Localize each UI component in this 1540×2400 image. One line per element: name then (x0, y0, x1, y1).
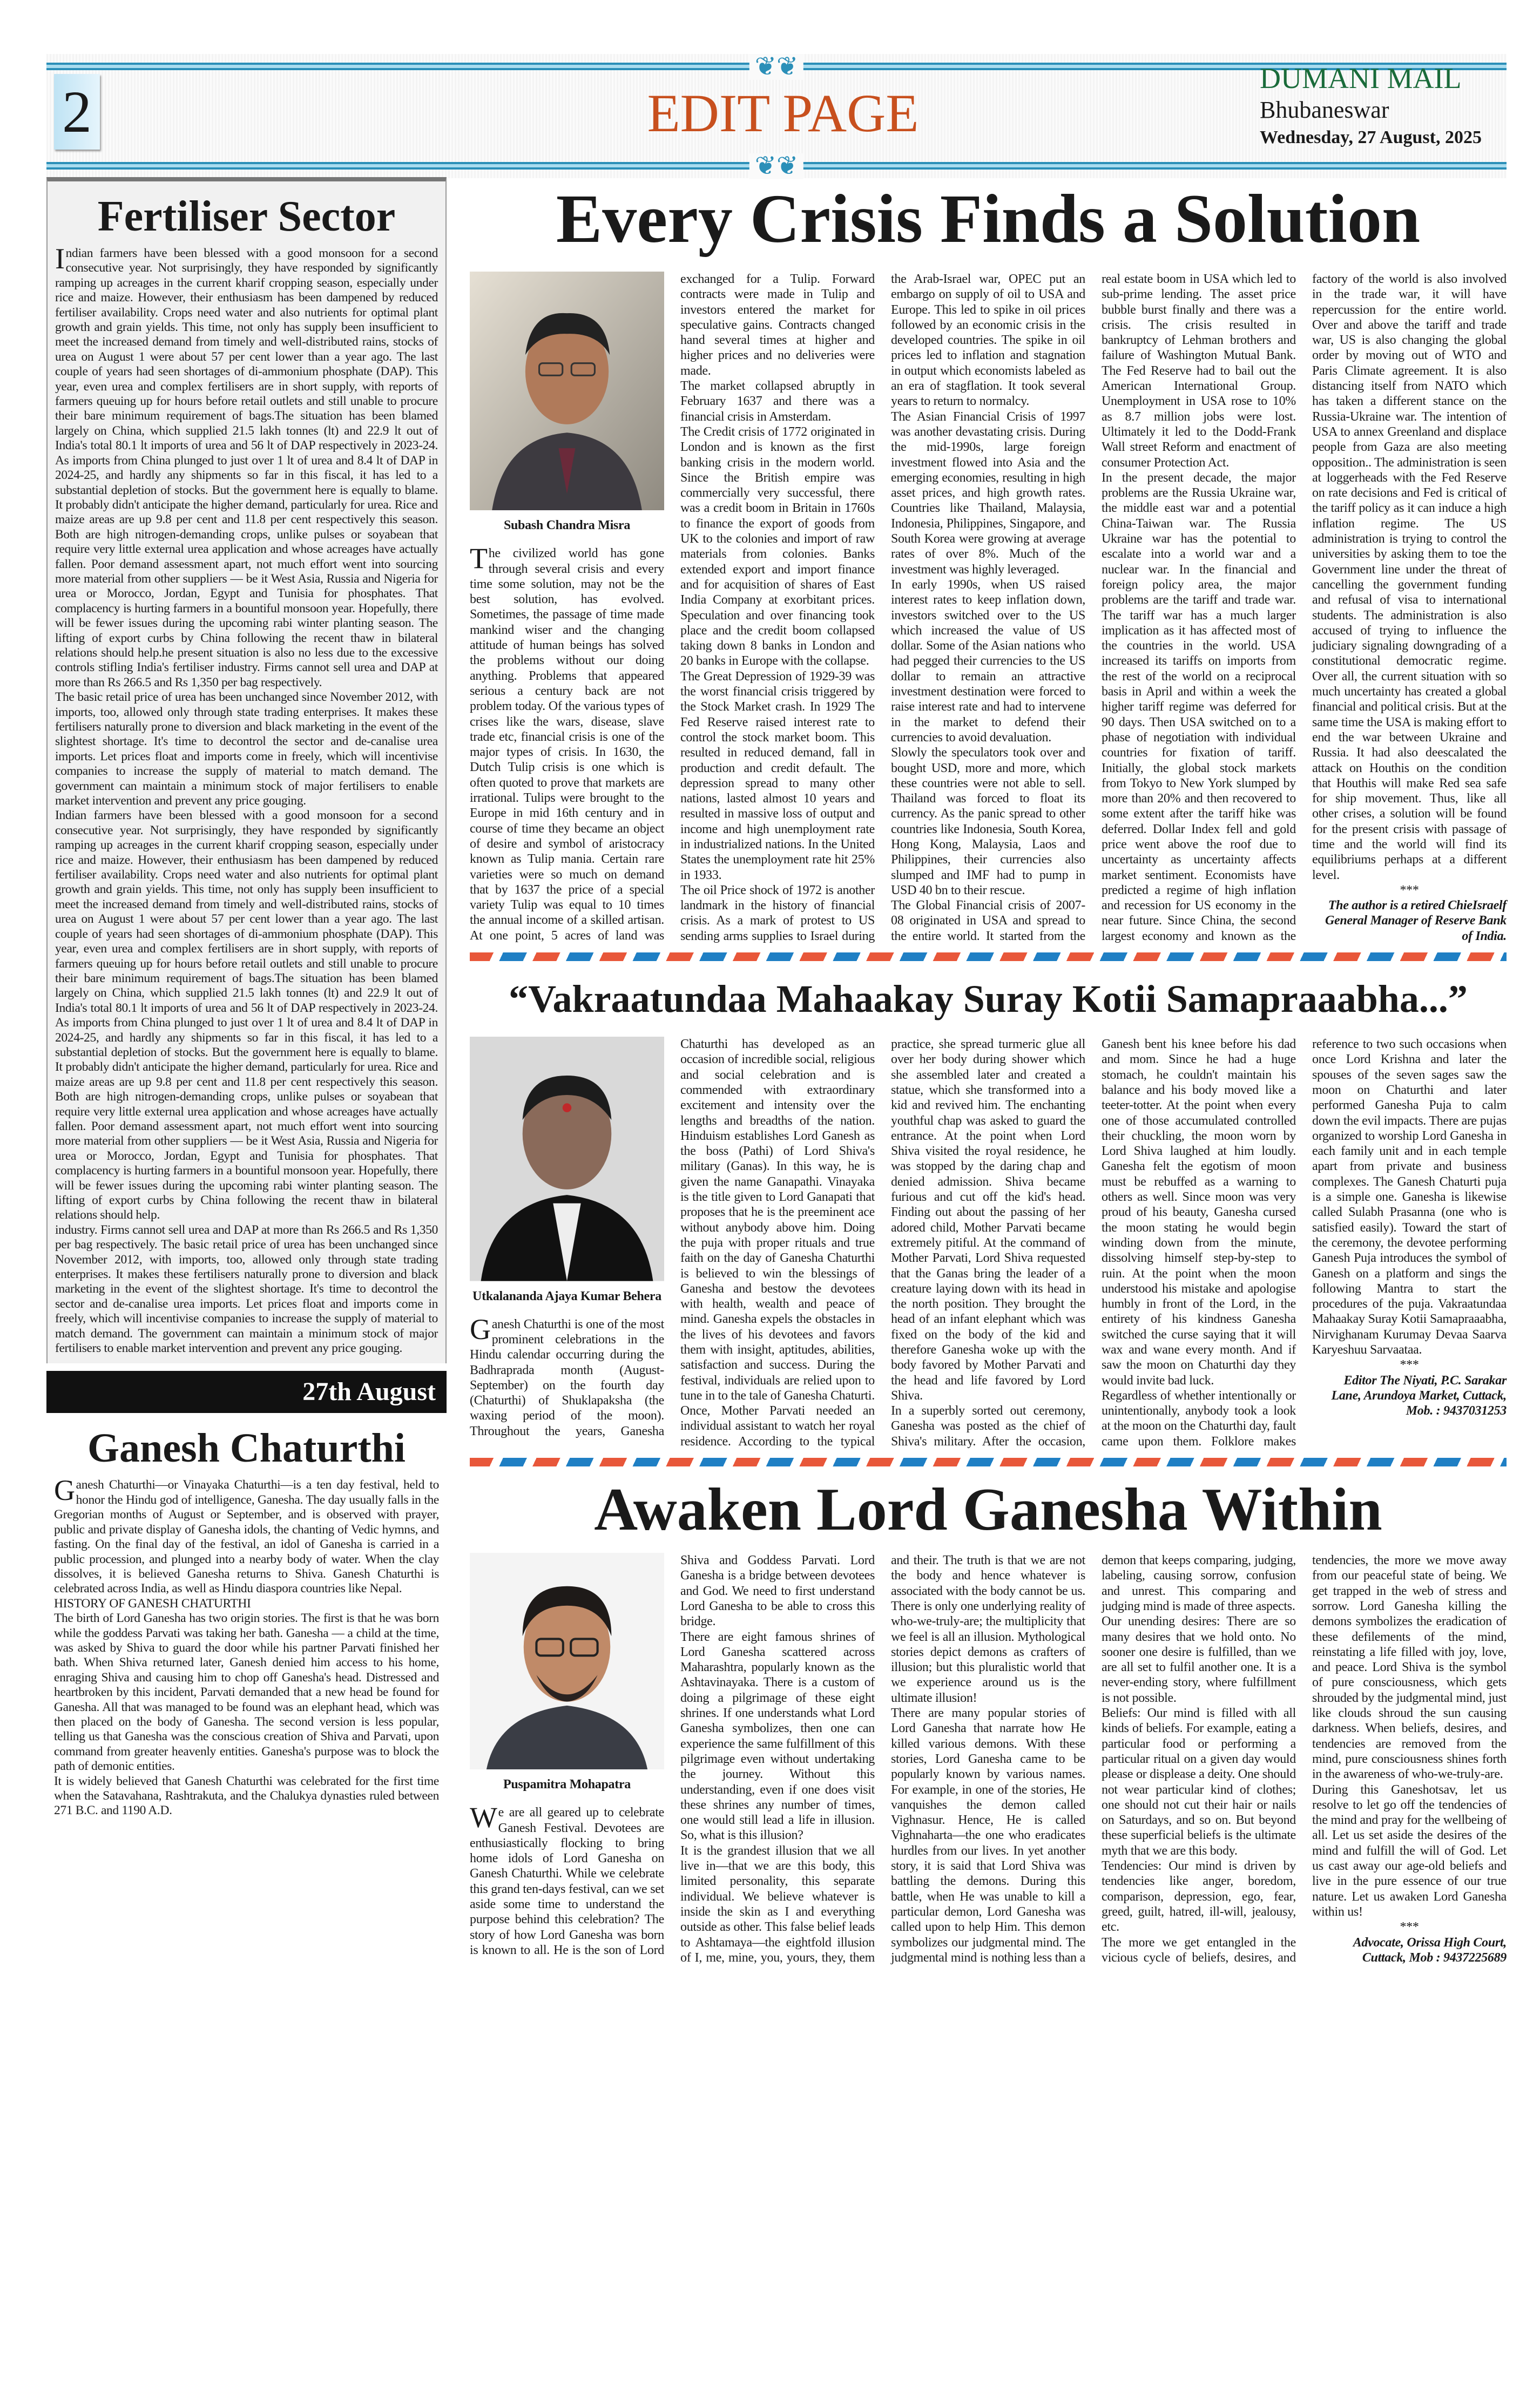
paragraph: Regardless of whether intentionally or unintentionally, anybody took a look at the moon on the Chaturthi day, fault came upon them. Folklore makes reference to two such occasions when once Lord Krishna and later the spouses of the seven sages saw the moon on Chaturthi and later performed Ganesha Puja to calm down the evil impacts. There are pujas organized to worship Lord Ganesha in each family unit and in each temple apart from private and business complexes. The Ganesh Chaturti puja is a simple one. Ganesha is likewise called Sulabh Prasanna (one who is satisfied easily). Toward the start of the ceremony, the devotee performing Ganesh Puja introduces the symbol of Ganesh on a platform and sings the following Mantra to start the procedures of the puja. Vakraatundaa Mahaakay Suray Kotii Samapraaabha, Nirvighanam Kurumay Devaa Saarva Karyeshuu Sarvaataa. (1102, 1037, 1507, 1449)
paragraph: The Credit crisis of 1772 originated in London and is known as the first banking crisis in the modern world. Since the British empire was commercially very successful, there was a credit boom in Britain in 1760s to finance the export of goods from UK to the colonies and import of raw materials from colonies. Banks extended export and import finance and for acquisition of shares of East India Company at exorbitant prices. Speculation and over financing took place and the credit boom collapsed taking down 8 banks in London and 20 banks in Europe with the collapse. (680, 424, 875, 668)
author-photo (470, 272, 664, 533)
paragraph: In a superbly sorted out ceremony, Ganesha was posted as the chief of Shiva's military. After the occasion, Ganesh bent his knee before his dad and mom. Since he had a huge stomach, he couldn't maintain his balance and his body moved like a teeter-totter. At the point when every one of those accumulated controlled their chuckling, the moon worn by Lord Shiva laughed at him loudly. Ganesha felt the egotism of moon must be rebuffed as a warning to others as well. Since moon was very proud of his beauty, Ganesha cursed the moon stating he would begin winding down from the minute, dissolving himself step-by-step to ruin. At the point when the moon understood his mistake and apologise humbly in front of the Lord, in the entirety of his kindness Ganesha switched the curse saying that it will wax and wane every month. And if saw the moon on Chaturthi day they would invite bad luck. (891, 1037, 1296, 1449)
author-byline: Puspamitra Mohapatra (503, 1777, 631, 1792)
paragraph: The civilized world has gone through several crisis and every time some solution, may not be the best solution, has evolved. Sometimes, the passage of time made mankind wiser and the changing attitude of human beings has solved the problems without our doing anything. Problems that appeared serious a century back are not problem today. Of the various types of crises like the wars, disease, slave trade etc, financial crisis is one of the major types of crisis. In 1630, the Dutch Tulip crisis is one which is often quoted to prove that markets are irrational. Tulips were brought to the Europe in mid 16th century and in course of time they became an object of desire and symbol of aristocracy known as Tulip mania. Certain rare varieties were so much on demand that by 1637 the price of a special variety Tulip was equal to 10 times the annual income of a skilled artisan. At one point, 5 acres of land was exchanged for a Tulip. Forward contracts were made in Tulip and investors entered the market for speculative gains. Contracts changed hand several times at higher and higher prices and no deliveries were made. (470, 272, 875, 943)
article-headline: Awaken Lord Ganesha Within (594, 1476, 1382, 1544)
date-banner: 27th August (46, 1371, 447, 1413)
paragraph: The Global Financial crisis of 2007-08 originated in USA and spread to the entire world. It started from the real estate boom in USA which led to sub-prime lending. The asset price bubble burst finally and there was a crisis. The crisis resulted in bankruptcy of Lehman brothers and failure of Washington Mutual Bank. The Fed Reserve had to bail out the American International Group. Unemployment in USA rose to 10% as 8.7 million jobs were lost. Ultimately it led to the Dodd-Frank Wall street Reform and enactment of consumer Protection Act. (891, 272, 1296, 943)
author-photo (470, 1037, 664, 1304)
issue-date: Wednesday, 27 August, 2025 (1260, 127, 1482, 147)
paragraph: The basic retail price of urea has been unchanged since November 2012, with imports, too, allowed only through state trading enterprises. It makes these fertilisers naturally prone to diversion and black marketing in the event of the slightest shortage. It's time to decontrol the sector and de-canalise urea imports. Let prices float and imports come in freely, which will incentivise companies to increase the supply of material to match demand. The government can maintain a minimum stock of major fertilisers to enable market intervention and prevent any price gouging. (55, 690, 438, 808)
paragraph: During this Ganeshotsav, let us resolve to let go off the tendencies of the mind and pray for the wellbeing of all. Let us set aside the desires of the mind and fulfill the will of God. Let us cast away our age-old beliefs and live in the pure essence of our true nature. Let us awaken Lord Ganesha within us! (1312, 1782, 1507, 1919)
editorial-body (48, 242, 445, 1356)
paper-brand (1260, 60, 1503, 151)
right-column (470, 172, 1507, 1965)
paragraph: Once, Mother Parvati needed an individual assistant to watch her royal residence. According to the typical practice, she spread turmeric glue all over her body during shower which she assembled later and created a statue, which she transformed into a kid and revived him. The enchanting youthful chap was asked to guard the entrance. At the point when Lord Shiva visited the royal residence, he was stopped by the daring chap and denied admission. Shiva became furious and cut off the kid's head. Finding out about the passing of her adored child, Mother Parvati became extremely pitiful. At the command of Mother Parvati, Lord Shiva requested that the Ganas bring the leader of a creature laying down with its head in the north position. They brought the head of an infant elephant which was fixed on the body of the kid and therefore Ganesha woke up with the body favored by Mother Parvati and the head and life favored by Lord Shiva. (680, 1037, 1085, 1449)
article-headline: Every Crisis Finds a Solution (556, 180, 1421, 257)
paragraph: Ganesh Chaturthi—or Vinayaka Chaturthi—is a ten day festival, held to honor the Hindu god of intelligence, Ganesha. The day usually falls in the Gregorian months of August or September, and is observed with prayer, public and private display of Ganesha idols, the chanting of Vedic hymns, and fasting. On the final day of the festival, an idol of Ganesha is carried in a public procession, and plunged into a nearby body of water. When the clay dissolves, it is believed Ganesha returns to Shiva. Ganesh Chaturthi is celebrated across India, as well as Hindu diaspora countries like Nepal. (54, 1474, 439, 1596)
section-divider (470, 1458, 1507, 1466)
paragraph: It is widely believed that Ganesh Chaturthi was celebrated for the first time when the Satavahana, Rashtrakuta, and the Chalukya dynasties ruled between 271 B.C. and 1190 A.D. (54, 1774, 439, 1818)
paragraph: Ganesh Chaturthi is one of the most prominent celebrations in the Hindu calendar occurring during the Badhraprada month (August-September) on the fourth day (Chaturthi) of Shuklapaksha (the waxing period of the moon). Throughout the years, Ganesha Chaturthi has developed as an occasion of incredible social, religious and social celebration and is commended with extraordinary excitement and intensity over the lengths and breadths of the nation. Hinduism establishes Lord Ganesh as the boss (Pathi) of Lord Shiva's military (Ganas). In this way, he is given the name Ganapathi. Vinayaka is the title given to Lord Ganapati that proposes that he is the preeminent ace without anybody above him. Doing the puja with proper rituals and true faith on the day of Ganesha Chaturthi is believed to win the blessings of Ganesha and bestow the devotees with health, wealth and peace of mind. Ganesha expels the obstacles in the lives of his devotees and favors them with insight, aptitudes, abilities, satisfaction and success. During the festival, individuals are relied upon to tune in to the tale of Ganesha Chaturti. (470, 1037, 875, 1438)
editorial-sidebar (46, 177, 447, 1363)
end-marker: *** (1400, 883, 1419, 897)
paragraph: The Great Depression of 1929-39 was the worst financial crisis triggered by the Stock Market crash. In 1929 The Fed Reserve raised interest rate to control the stock market boom. This resulted in reduced demand, fall in production and credit default. The depression spread to many other nations, lasted almost 10 years and resulted in massive loss of output and income and high unemployment rate in industrialized nations. In the United States the unemployment rate hit 25% in 1933. (680, 669, 875, 882)
paragraph: The birth of Lord Ganesha has two origin stories. The first is that he was born while the goddess Parvati was taking her bath. Ganesha — a child at the time, was asked by Shiva to guard the door while his partner Parvati finished her bath. When Shiva returned later, Ganesh denied him access to his home, enraging Shiva and causing him to chop off Ganesha's head. Distressed and heartbroken by this incident, Parvati demanded that a new head be found for Ganesha. All that was managed to be found was an elephant head, which was then placed on the body of Ganesha. The second version is less popular, telling us that Ganesha was the conscious creation of Shiva and Parvati, upon command from greater heavenly entities. Ganesha's purpose was to block the path of demonic entities. (54, 1611, 439, 1774)
ganesh-sidebar (46, 1418, 447, 1818)
paragraph: Our unending desires: There are so many desires that we hold onto. No sooner one desire is fulfilled, than we are all set to fulfil another one. It is a never-ending story, where fulfillment is not possible. (1102, 1614, 1296, 1705)
paragraph: The oil Price shock of 1972 is another landmark in the history of financial crisis. As a mark of protest to US sending arms supplies to Israel during the Arab-Israel war, OPEC put an embargo on supply of oil to USA and Europe. This led to spike in oil prices followed by an economic crisis in the developed countries. The spike in oil prices led to inflation and stagnation in output which economists labeled as an era of stagflation. It took several years to return to normalcy. (680, 272, 1085, 943)
ganesh-sidebar-body (46, 1474, 447, 1818)
author-note: Editor The Niyati, P.C. Sarakar Lane, Arundoya Market, Cuttack, Mob. : 9437031253 (1331, 1373, 1507, 1418)
section-title: EDIT PAGE (647, 83, 919, 143)
paragraph: Indian farmers have been blessed with a good monsoon for a second consecutive year. Not surprisingly, they have responded by significantly ramping up acreages in the current kharif cropping season, especially under rice and maize. However, their enthusiasm has been dampened by reduced fertiliser availability. Crops need water and also nutrients for optimal plant growth and grain yields. This time, not only has supply been insufficient to meet the increased demand from timely and well-distributed rains, stocks of urea on August 1 were about 57 per cent lower than a year ago. The last couple of years had seen shortages of di-ammonium phosphate (DAP). This year, even urea and complex fertilisers are in short supply, with reports of farmers queuing up for hours before retail outlets and still unable to procure their bare minimum requirement of bags.The situation has been blamed largely on China, which supplied 21.5 lakh tonnes (lt) and 22.9 lt out of India's total 80.1 lt imports of urea and 56 lt of DAP respectively in 2023-24. As imports from China plunged to just over 1 lt of urea and 8.4 lt of DAP in 2024-25, and hardly any shipments so far in this fiscal, it has led to a substantial depletion of stocks. But the government here is equally to blame. It probably didn't anticipate the higher demand, particularly for urea. Rice and maize areas are up 9.8 per cent and 11.8 per cent respectively this season. Both are high nitrogen-demanding crops, unlike pulses or soyabean that require very little external urea application and whose acreages have actually fallen. Poor demand assessment apart, not much effort went into sourcing more material from other suppliers — be it West Asia, Russia and Nigeria for urea or Morocco, Jordan, Egypt and Tunisia for phosphates. That complacency is hurting farmers in a bountiful monsoon year. Hopefully, there will be fewer issues during the upcoming rabi winter planting season. The lifting of export curbs by China following the recent thaw in bilateral relations should help.he present situation is also no less due to the excessive controls stifling India's fertiliser industry. Firms cannot sell urea and DAP at more than Rs 266.5 and Rs 1,350 per bag respectively. (55, 242, 438, 689)
portrait-image (470, 1553, 664, 1769)
author-byline: Utkalananda Ajaya Kumar Behera (472, 1289, 661, 1303)
paragraph: Indian farmers have been blessed with a good monsoon for a second consecutive year. Not surprisingly, they have responded by significantly ramping up acreages in the current kharif cropping season, especially under rice and maize. However, their enthusiasm has been dampened by reduced fertiliser availability. Crops need water and also nutrients for optimal plant growth and grain yields. This time, not only has supply been insufficient to meet the increased demand from timely and well-distributed rains, stocks of urea on August 1 were about 57 per cent lower than a year ago. The last couple of years had seen shortages of di-ammonium phosphate (DAP). This year, even urea and complex fertilisers are in short supply, with reports of farmers queuing up for hours before retail outlets and still unable to procure their bare minimum requirement of bags.The situation has been blamed largely on China, which supplied 21.5 lakh tonnes (lt) and 22.9 lt out of India's total 80.1 lt imports of urea and 56 lt of DAP respectively in 2023-24. As imports from China plunged to just over 1 lt of urea and 8.4 lt of DAP in 2024-25, and hardly any shipments so far in this fiscal, it has led to a substantial depletion of stocks. But the government here is equally to blame. It probably didn't anticipate the higher demand, particularly for urea. Rice and maize areas are up 9.8 per cent and 11.8 per cent respectively this season. Both are high nitrogen-demanding crops, unlike pulses or soyabean that require very little external urea application and whose acreages have actually fallen. Poor demand assessment apart, not much effort went into sourcing more material from other suppliers — be it West Asia, Russia and Nigeria for urea or Morocco, Jordan, Egypt and Tunisia for phosphates. That complacency is hurting farmers in a bountiful monsoon year. Hopefully, there will be fewer issues during the upcoming rabi winter planting season. The lifting of export curbs by China following the recent thaw in bilateral relations should help. (55, 808, 438, 1222)
ornament-icon: ❦❦ (749, 153, 803, 179)
end-marker: *** (1400, 1920, 1419, 1935)
article-body (470, 1553, 1507, 1965)
ganesh-sidebar-title: Ganesh Chaturthi (87, 1425, 406, 1471)
author-note: Advocate, Orissa High Court, Cuttack, Mob : 9437225689 (1353, 1935, 1507, 1965)
paragraph: In early 1990s, when US raised interest rates to keep inflation down, investors switched over to the US which increased the value of US dollar. Some of the Asian nations who had pegged their currencies to the US dollar to remain an attractive investment destination were forced to raise interest rate and had to intervene in the market to defend their currencies to avoid devaluation. (891, 577, 1085, 745)
author-byline: Subash Chandra Misra (503, 518, 631, 533)
paragraph: It is the grandest illusion that we all live in—that we are this body, this limited personality, this separate individual. We believe whatever is inside the skin as I and everything outside as other. This false belief leads to Ashtamaya—the eightfold illusion of I, me, mine, you, yours, they, them and their. The truth is that we are not the body and hence whatever is associated with the body cannot be us. There is only one underlying reality of who-we-truly-are; the multiplicity that we feel is all an illusion. Mythological stories depict demons as crafters of illusion; but this pluralistic world that we experience around us is the ultimate illusion! (680, 1553, 1085, 1965)
subheading: HISTORY OF GANESH CHATURTHI (54, 1596, 251, 1611)
left-column (46, 177, 447, 1818)
paper-name: DUMANI MAIL (1260, 62, 1462, 94)
paragraph: There are many popular stories of Lord Ganesha that narrate how He killed various demons. With these stories, Lord Ganesha came to be popularly known by various names. For example, in one of the stories, He vanquishes the demon called Vighnasur. Hence, He is called Vighnaharta—the one who eradicates hurdles from our lives. In yet another story, it is said that Lord Shiva was battling the demons. During this battle, when He was unable to kill a particular demon, Lord Ganesha was called upon to help Him. This demon symbolizes our judgmental mind. The judgmental mind is nothing less than a demon that keeps comparing, judging, labeling, causing sorrow, confusion and unrest. This comparing and judging mind is made of three aspects. (891, 1553, 1296, 1965)
ornament-icon: ❦❦ (749, 54, 803, 80)
author-note: The author is a retired ChieIsraelf General Manager of Reserve Bank of India. (1325, 898, 1507, 943)
paragraph: There are eight famous shrines of Lord Ganesha scattered across Maharashtra, popularly known as the Ashtavinayaka. There is a custom of doing a pilgrimage of these eight shrines. If one understands what Lord Ganesha symbolizes, then one can experience the same fulfillment of this pilgrimage even without undertaking the journey. Without this understanding, even if one does visit these shrines any number of times, one would still lead a life in illusion. So, what is this illusion? (680, 1630, 875, 1843)
paragraph: Tendencies: Our mind is driven by tendencies like anger, boredom, comparison, depression, ego, fear, greed, guilt, hatred, ill-will, jealousy, etc. (1102, 1859, 1296, 1935)
author-photo (470, 1553, 664, 1792)
article-body (470, 1037, 1507, 1449)
edition-city: Bhubaneswar (1260, 97, 1389, 123)
article-body (470, 272, 1507, 944)
section-divider (470, 952, 1507, 961)
paragraph: industry. Firms cannot sell urea and DAP at more than Rs 266.5 and Rs 1,350 per bag respectively. The basic retail price of urea has been unchanged since November 2012, with imports, too, allowed only through state trading enterprises. It makes these fertilisers naturally prone to diversion and black marketing in the event of the slightest shortage. It's time to decontrol the sector and de-canalise urea imports. Let prices float and imports come in freely, which will incentivise companies to increase the supply of material to match demand. The government can maintain a minimum stock of major fertilisers to enable market intervention and prevent any price gouging. (55, 1222, 438, 1356)
editorial-title: Fertiliser Sector (97, 193, 396, 240)
paragraph: Slowly the speculators took over and bought USD, more and more, which these countries were not able to sell. Thailand was forced to float its currency. As the panic spread to other countries like Indonesia, South Korea, Hong Kong, Malaysia, Laos and Philippines, their currencies also slumped and IMF had to pump in USD 40 bn to their rescue. (891, 746, 1085, 897)
paragraph: The market collapsed abruptly in February 1637 and there was a financial crisis in Amsterdam. (680, 379, 875, 424)
paragraph: Beliefs: Our mind is filled with all kinds of beliefs. For example, eating a particular food or performing a particular ritual on a given day would please or displease a deity. One should not wear particular kind of clothes; one should not cut their hair or nails on Saturdays, and so on. But beyond these superficial beliefs is the ultimate myth that we are this body. (1102, 1706, 1296, 1858)
article-headline: “Vakraatundaa Mahaakay Suray Kotii Samapraaabha...” (509, 977, 1468, 1021)
portrait-image (470, 1037, 664, 1281)
paragraph: In the present decade, the major problems are the Russia Ukraine war, the middle east war and a potential China-Taiwan war. The Russia Ukraine war has the potential to escalate into a world war and a nuclear war. In the financial and foreign policy area, the major problems are the tariff and trade war. The tariff war has a much larger implication as it has affected most of the countries in the world. USA increased its tariffs on imports from the rest of the world on a reciprocal basis in April and within a week the higher tariff regime was deferred for 90 days. Then USA switched on to a phase of negotiation with individual countries for fixation of tariff. Initially, the global stock markets from Tokyo to New York slumped by more than 20% and then recovered to some extent after the tariff hike was deferred. Dollar Index fell and gold price went above the roof due to uncertainty as uncertainty affects market sentiment. Economists have predicted a regime of high inflation and recession for US economy in the near future. Since China, the second largest economy and known as the factory of the world is also involved in the trade war, it will have repercussion for the entire world. Over and above the tariff and trade war, US is also changing the global order by moving out of WTO and Paris Climate agreement. It is also distancing itself from NATO which has taken a different stance on the Russia-Ukraine war. The intention of USA to annex Greenland and displace people from Gaza are also meeting opposition.. The administration is seen at loggerheads with the Fed Reserve on rate decisions and Fed is critical of the tariff policy as it can induce a high inflation regime. The US administration is trying to control the universities by asking them to toe the Government line under the threat of cancelling the government funding and refusal of visa to international students. The administration is also accused of trying to influence the judiciary signaling downgrading of a constitutional democratic regime. Over all, the current situation with so much uncertainty has created a global financial and political crisis. But at the same time the USA is making effort to end the war between Ukraine and Russia. It had also deescalated the attack on Houthis on the condition that Houthis will make Red sea safe for ship movement. Thus, like all other crises, a solution will be found for the present crisis with passage of time and the world will find its equilibriums perhaps at a different level. (1102, 272, 1507, 943)
portrait-image (470, 272, 664, 510)
end-marker: *** (1400, 1358, 1419, 1373)
paragraph: The Asian Financial Crisis of 1997 was another devastating crisis. During the mid-1990s, large foreign investment flowed into Asia and the emerging economies, resulting in high asset prices, and high growth rates. Countries like Thailand, Malaysia, Indonesia, Philippines, Singapore, and South Korea were growing at average rates of over 8%. Much of the investment was highly leveraged. (891, 409, 1085, 577)
paragraph: We are all geared up to celebrate Ganesh Festival. Devotees are enthusiastically flocking to bring home idols of Lord Ganesha on Ganesh Chaturthi. While we celebrate this grand ten-days festival, can we set aside some time to understand the purpose behind this celebration? The story of how Lord Ganesha was born is known to all. He is the son of Lord Shiva and Goddess Parvati. Lord Ganesha is a bridge between devotees and God. We need to first understand Lord Ganesha to be able to cross this bridge. (470, 1553, 875, 1957)
page-number: 2 (54, 74, 100, 150)
paragraph: The more we get entangled in the vicious cycle of beliefs, desires, and tendencies, the more we move away from our peaceful state of being. We get trapped in the web of stress and sorrow. Lord Ganesha killing the demons symbolizes the eradication of these defilements of the mind, reinstating a life filled with joy, love, and peace. Lord Shiva is the symbol of pure consciousness, which gets shrouded by the judgmental mind, just like clouds shroud the sun causing darkness. When beliefs, desires, and tendencies are removed from the mind, pure consciousness shines forth in the awareness of who-we-truly-are. (1102, 1553, 1507, 1965)
